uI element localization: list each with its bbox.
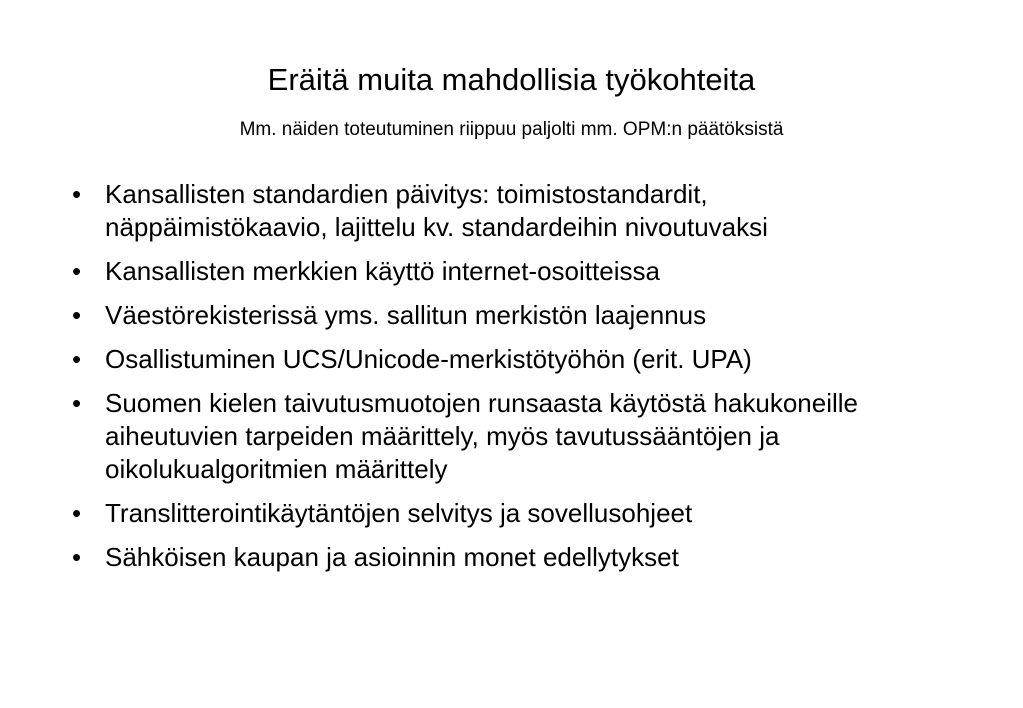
bullet-text: Väestörekisterissä yms. sallitun merkistön laajennus	[105, 300, 707, 330]
bullet-text: Translitterointikäytäntöjen selvitys ja sovellusohjeet	[105, 498, 693, 528]
bullet-icon: •	[72, 256, 82, 286]
bullet-icon: •	[72, 300, 82, 330]
slide-subtitle: Mm. näiden toteutuminen riippuu paljolti mm. OPM:n päätöksistä	[239, 119, 784, 140]
bullet-text: Sähköisen kaupan ja asioinnin monet edellytykset	[105, 542, 679, 572]
bullet-item	[72, 178, 895, 244]
bullet-icon: •	[72, 542, 82, 572]
bullet-icon: •	[72, 498, 82, 528]
bullet-item	[72, 299, 972, 332]
bullet-item	[72, 343, 972, 376]
bullet-icon: •	[72, 179, 82, 209]
bullet-item	[72, 387, 895, 486]
bullet-list	[72, 178, 972, 585]
slide-title: Eräitä muita mahdollisia työkohteita	[267, 62, 756, 97]
bullet-text: Osallistuminen UCS/Unicode-merkistötyöhön (erit. UPA)	[105, 344, 752, 374]
bullet-text: Suomen kielen taivutusmuotojen runsaasta käytöstä hakukoneille aiheutuvien tarpeiden määrittely, myös tavutussääntöjen ja oikolukualgoritmien määrittely	[105, 388, 859, 484]
bullet-item	[72, 497, 972, 530]
bullet-item	[72, 541, 972, 574]
bullet-icon: •	[72, 388, 82, 418]
bullet-text: Kansallisten standardien päivitys: toimistostandardit, näppäimistökaavio, lajittelu kv. standardeihin nivoutuvaksi	[105, 179, 768, 242]
bullet-item	[72, 255, 972, 288]
bullet-text: Kansallisten merkkien käyttö internet-osoitteissa	[105, 256, 660, 286]
bullet-icon: •	[72, 344, 82, 374]
